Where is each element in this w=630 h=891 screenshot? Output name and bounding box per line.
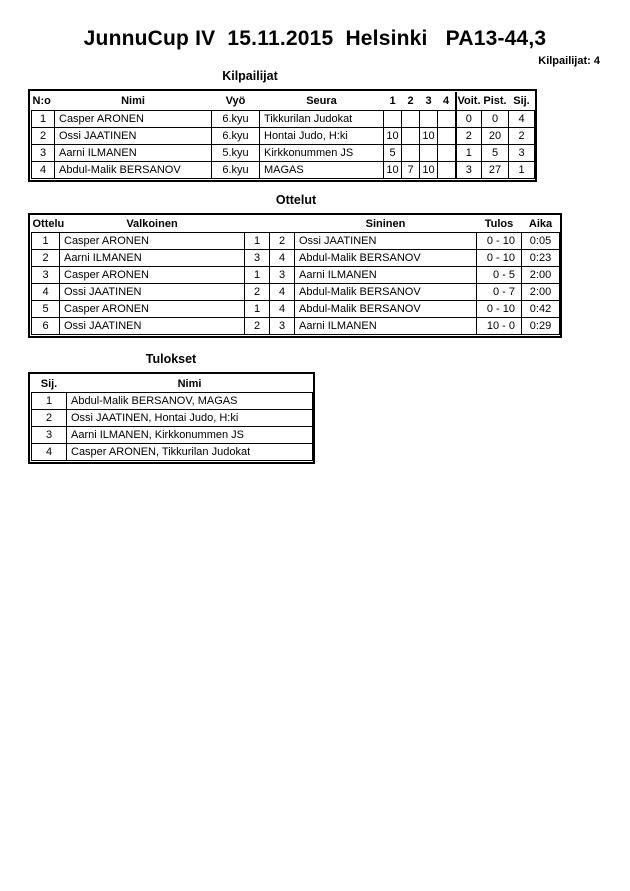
nimi-cell: Ossi JAATINEN: [55, 128, 212, 145]
col-header-vyo: Vyö: [225, 95, 246, 107]
blue-no-cell: 4: [270, 284, 295, 301]
col-header-3: 3: [425, 95, 432, 107]
no-cell: 2: [32, 128, 55, 145]
table-row: [32, 250, 560, 267]
tulokset-header-row: [32, 375, 313, 393]
match-no-cell: 1: [32, 233, 60, 250]
blue-name-cell: Abdul-Malik BERSANOV: [295, 301, 477, 318]
sij-cell: 3: [509, 145, 535, 162]
table-row: [32, 267, 560, 284]
blue-name-cell: Abdul-Malik BERSANOV: [295, 250, 477, 267]
seura-cell: MAGAS: [260, 162, 384, 179]
result-cell: 0 - 5: [477, 267, 522, 284]
voit-cell: 2: [456, 128, 482, 145]
name-cell: Casper ARONEN, Tikkurilan Judokat: [67, 444, 313, 461]
voit-cell: 0: [456, 111, 482, 128]
score3-cell: [420, 111, 438, 128]
white-no-cell: 2: [245, 284, 270, 301]
time-cell: 0:23: [522, 250, 560, 267]
time-cell: 0:29: [522, 318, 560, 335]
blue-no-cell: 4: [270, 301, 295, 318]
name-cell: Ossi JAATINEN, Hontai Judo, H:ki: [67, 410, 313, 427]
blue-name-cell: Abdul-Malik BERSANOV: [295, 284, 477, 301]
col-header-1: 1: [389, 95, 396, 107]
col-header-nimi: Nimi: [121, 95, 145, 107]
vyo-cell: 6.kyu: [212, 162, 260, 179]
col-header-spacer1: [245, 216, 270, 233]
score3-cell: 10: [420, 128, 438, 145]
no-cell: 1: [32, 111, 55, 128]
match-no-cell: 4: [32, 284, 60, 301]
result-cell: 0 - 10: [477, 250, 522, 267]
sij-cell: 4: [509, 111, 535, 128]
white-no-cell: 2: [245, 318, 270, 335]
name-cell: Aarni ILMANEN, Kirkkonummen JS: [67, 427, 313, 444]
col-header-spacer2: [270, 216, 295, 233]
table-row: [32, 444, 313, 461]
seura-cell: Kirkkonummen JS: [260, 145, 384, 162]
col-header-sininen: Sininen: [365, 218, 406, 230]
white-no-cell: 1: [245, 233, 270, 250]
table-row: [32, 284, 560, 301]
table-row: [32, 410, 313, 427]
result-cell: 0 - 10: [477, 301, 522, 318]
score2-cell: [402, 128, 420, 145]
score4-cell: [438, 145, 456, 162]
competitors-count-label: Kilpailijat: 4: [538, 55, 600, 67]
time-cell: 2:00: [522, 284, 560, 301]
col-header-sij: Sij.: [40, 377, 58, 390]
white-name-cell: Ossi JAATINEN: [60, 284, 245, 301]
voit-cell: 3: [456, 162, 482, 179]
score2-cell: [402, 145, 420, 162]
col-header-ottelu: Ottelu: [32, 218, 65, 230]
vyo-cell: 6.kyu: [212, 128, 260, 145]
sij-cell: 2: [509, 128, 535, 145]
white-no-cell: 1: [245, 301, 270, 318]
seura-cell: Tikkurilan Judokat: [260, 111, 384, 128]
tulokset-table: [28, 372, 315, 464]
col-header-seura: Seura: [306, 95, 337, 107]
score1-cell: 10: [384, 128, 402, 145]
table-row: [32, 233, 560, 250]
blue-name-cell: Aarni ILMANEN: [295, 267, 477, 284]
white-name-cell: Casper ARONEN: [60, 233, 245, 250]
nimi-cell: Aarni ILMANEN: [55, 145, 212, 162]
tulokset-section-title: Tulokset: [145, 352, 197, 366]
vyo-cell: 5.kyu: [212, 145, 260, 162]
blue-name-cell: Aarni ILMANEN: [295, 318, 477, 335]
white-name-cell: Ossi JAATINEN: [60, 318, 245, 335]
sij-cell: 1: [509, 162, 535, 179]
col-header-aika: Aika: [528, 218, 553, 230]
score4-cell: [438, 111, 456, 128]
match-no-cell: 2: [32, 250, 60, 267]
table-row: [32, 111, 535, 128]
result-cell: 10 - 0: [477, 318, 522, 335]
place-cell: 1: [32, 393, 67, 410]
blue-no-cell: 2: [270, 233, 295, 250]
score4-cell: [438, 128, 456, 145]
result-cell: 0 - 10: [477, 233, 522, 250]
time-cell: 0:05: [522, 233, 560, 250]
ottelut-header-row: [32, 216, 560, 233]
white-name-cell: Casper ARONEN: [60, 267, 245, 284]
ottelut-table: [28, 213, 562, 338]
place-cell: 3: [32, 427, 67, 444]
col-header-no: N:o: [32, 95, 51, 107]
seura-cell: Hontai Judo, H:ki: [260, 128, 384, 145]
pist-cell: 5: [482, 145, 509, 162]
score2-cell: 7: [402, 162, 420, 179]
kilpailijat-header-row: [32, 92, 535, 111]
score2-cell: [402, 111, 420, 128]
score3-cell: 10: [420, 162, 438, 179]
time-cell: 2:00: [522, 267, 560, 284]
time-cell: 0:42: [522, 301, 560, 318]
pist-cell: 20: [482, 128, 509, 145]
col-header-valkoinen: Valkoinen: [126, 218, 178, 230]
pist-cell: 27: [482, 162, 509, 179]
voit-cell: 1: [456, 145, 482, 162]
vyo-cell: 6.kyu: [212, 111, 260, 128]
col-header-voit: Voit.: [456, 92, 482, 111]
table-row: [32, 128, 535, 145]
score3-cell: [420, 145, 438, 162]
score1-cell: 10: [384, 162, 402, 179]
white-name-cell: Aarni ILMANEN: [60, 250, 245, 267]
col-header-tulos: Tulos: [484, 218, 514, 230]
kilpailijat-section-title: Kilpailijat: [222, 69, 278, 83]
kilpailijat-table: [28, 89, 537, 182]
result-cell: 0 - 7: [477, 284, 522, 301]
white-no-cell: 1: [245, 267, 270, 284]
ottelut-section-title: Ottelut: [275, 193, 317, 207]
col-header-nimi: Nimi: [177, 377, 202, 390]
blue-no-cell: 3: [270, 318, 295, 335]
col-header-sij: Sij.: [513, 95, 530, 107]
place-cell: 4: [32, 444, 67, 461]
match-no-cell: 6: [32, 318, 60, 335]
place-cell: 2: [32, 410, 67, 427]
match-no-cell: 5: [32, 301, 60, 318]
table-row: [32, 301, 560, 318]
nimi-cell: Abdul-Malik BERSANOV: [55, 162, 212, 179]
pist-cell: 0: [482, 111, 509, 128]
blue-no-cell: 4: [270, 250, 295, 267]
white-name-cell: Casper ARONEN: [60, 301, 245, 318]
page-title: JunnuCup IV 15.11.2015 Helsinki PA13-44,3: [83, 27, 547, 50]
col-header-4: 4: [442, 95, 450, 107]
blue-no-cell: 3: [270, 267, 295, 284]
table-row: [32, 393, 313, 410]
score1-cell: [384, 111, 402, 128]
col-header-2: 2: [407, 95, 414, 107]
col-header-pist: Pist.: [483, 95, 507, 107]
table-row: [32, 145, 535, 162]
name-cell: Abdul-Malik BERSANOV, MAGAS: [67, 393, 313, 410]
white-no-cell: 3: [245, 250, 270, 267]
score1-cell: 5: [384, 145, 402, 162]
no-cell: 4: [32, 162, 55, 179]
no-cell: 3: [32, 145, 55, 162]
score4-cell: [438, 162, 456, 179]
blue-name-cell: Ossi JAATINEN: [295, 233, 477, 250]
table-row: [32, 427, 313, 444]
nimi-cell: Casper ARONEN: [55, 111, 212, 128]
table-row: [32, 318, 560, 335]
match-no-cell: 3: [32, 267, 60, 284]
table-row: [32, 162, 535, 179]
